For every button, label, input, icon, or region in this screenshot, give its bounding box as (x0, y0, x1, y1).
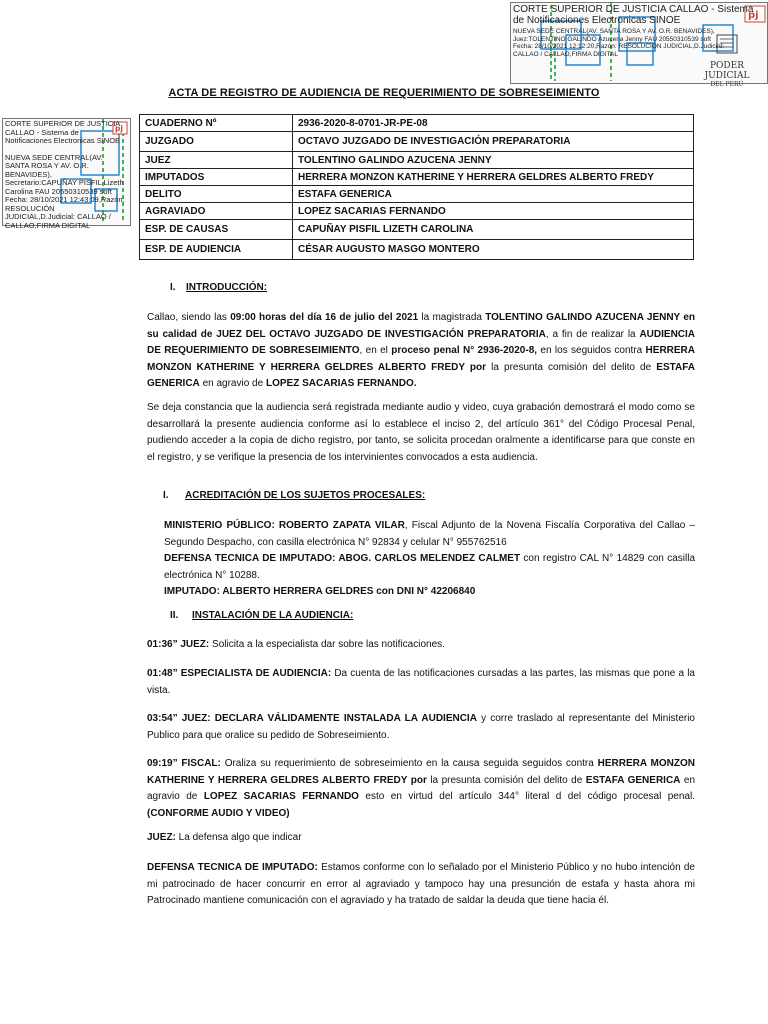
logo-name: PODER JUDICIAL (704, 61, 750, 81)
text-run-bold: 09:00 horas del día 16 de julio del 2021 (230, 312, 419, 323)
text-run: en los seguidos contra (537, 345, 646, 357)
field-label: JUZGADO (140, 132, 293, 152)
table-row (140, 152, 694, 169)
field-value: ESTAFA GENERICA (293, 186, 694, 203)
stamp-top-line2: de Notificaciones Electronicas SINOE (513, 15, 681, 26)
text-run: Oraliza su requerimiento de sobreseimiento en la causa seguida seguidos contra (220, 758, 598, 769)
stamp-left-line: BENAVIDES), (5, 169, 52, 179)
stamp-left-line: Notificaciones Electronicas SINOE (5, 136, 121, 145)
text-run-bold: JUEZ: (147, 832, 176, 843)
text-run-bold: 01:36” JUEZ: (147, 639, 210, 650)
text-run: , a fin de realizar la (545, 328, 640, 340)
svg-text:pj: pj (115, 124, 123, 133)
text-run: la presunta comisión del delito de (486, 361, 657, 373)
digital-signature-stamp-judge (510, 2, 768, 88)
text-run: con registro CAL N° 14829 con casilla electrónica N° 10288. (164, 553, 696, 581)
stamp-left-line: NUEVA SEDE CENTRAL(AV. (5, 152, 103, 162)
stamp-left-line: JUDICIAL,D.Judicial: CALLAO / (5, 212, 111, 221)
text-run-bold: DEFENSA TECNICA DE IMPUTADO: ABOG. CARLOS MELENDEZ CALMET (164, 553, 521, 565)
text-run: y corre traslado al representante del Ministerio Publico para que oralice su pedido de Sobreseimiento. (147, 713, 695, 741)
text-run: , en el (359, 345, 392, 357)
table-row (140, 115, 694, 132)
text-run: la presunta comisión del delito de (426, 774, 586, 786)
stamp-top-detail: CALLAO / CALLAO,FIRMA DIGITAL (513, 50, 618, 58)
text-run-bold: HERRERA MONZON KATHERINE Y HERRERA GELDRES ALBERTO FREDY por (147, 758, 695, 786)
text-run: , Fiscal Adjunto de la Novena Fiscalía Corporativa del Callao – Segundo Despacho, con casilla electrónica N° 92834 y celular N° 955762516 (164, 520, 695, 548)
case-info-table (139, 114, 694, 260)
stamp-left-line: CORTE SUPERIOR DE JUSTICIA (5, 119, 121, 128)
text-run: Callao, siendo las (147, 312, 231, 323)
text-run-bold: 01:48” ESPECIALISTA DE AUDIENCIA: (147, 668, 332, 679)
field-label: CUADERNO Nº (140, 115, 293, 132)
section-number: II. (170, 610, 179, 621)
entry-fiscal (147, 756, 695, 822)
stamp-left-line: CALLAO,FIRMA DIGITAL (5, 220, 91, 230)
recording-notice-paragraph: Se deja constancia que la audiencia será registrada mediante audio y video, cuya grabación demostrará el modo como se desarrollará la presente audiencia conforme así lo establece el inciso 2, del artículo 361° del Código Procesal Penal, pudiendo acceder a la copia de dicho registro, por tanto, se solicita procedan oralmente a identificarse para que conste en el registro, y se verifique la presencia de los intervinientes convocados a esta audiencia. (147, 402, 695, 463)
field-value: TOLENTINO GALINDO AZUCENA JENNY (293, 152, 694, 169)
stamp-left-line: Secretario:CAPUÑAY PISFIL Lizeth (5, 178, 124, 187)
field-value: HERRERA MONZON KATHERINE Y HERRERA GELDRES ALBERTO FREDY (293, 169, 694, 186)
stamp-top-detail: Juez:TOLENTINO GALINDO Azucena Jenny FAU 20550310539 soft (513, 35, 711, 43)
text-run-bold: HERRERA MONZON KATHERINE Y HERRERA GELDRES ALBERTO FREDY por (147, 345, 695, 373)
entry-defensa (147, 860, 695, 910)
introduction-paragraph (147, 310, 695, 393)
field-label: AGRAVIADO (140, 203, 293, 220)
stamp-top-detail: Fecha: 28/10/2021 12:12:20,Razón: RESOLUCIÓN JUDICIAL,D.Judicial: (513, 43, 724, 50)
text-run: La defensa algo que indicar (175, 832, 302, 843)
stamp-left-line: CALLAO - Sistema de (5, 127, 79, 137)
field-label: IMPUTADOS (140, 169, 293, 186)
field-value: OCTAVO JUZGADO DE INVESTIGACIÓN PREPARATORIA (293, 132, 694, 152)
party-defense (164, 551, 695, 584)
text-run: en agravio de (199, 378, 266, 390)
field-label: JUEZ (140, 152, 293, 169)
text-run-bold: LOPEZ SACARIAS FERNANDO (203, 791, 359, 803)
digital-signature-stamp-secretary (2, 118, 131, 230)
text-run: Estamos conforme con lo señalado por el Ministerio Público y no hubo intención de mi patrocinado de hacer concurrir en error al agraviado y tampoco hay una presunción de estafa y hasta ahora mi Patrocinado mantiene comunicación con el agraviado y ha tratado de saldar la deuda que tiene hacia él. (147, 862, 695, 907)
text-run-bold: 09:19” FISCAL: (147, 758, 221, 769)
field-value: 2936-2020-8-0701-JR-PE-08 (293, 115, 694, 132)
field-value: CÉSAR AUGUSTO MASGO MONTERO (293, 240, 694, 260)
text-run-bold: ESTAFA GENERICA (147, 361, 695, 390)
table-row (140, 169, 694, 186)
section-number: I. (163, 490, 169, 501)
section-title: INSTALACIÓN DE LA AUDIENCIA: (192, 610, 354, 621)
section-heading-acreditacion (163, 490, 425, 501)
text-run-bold: LOPEZ SACARIAS FERNANDO. (265, 378, 417, 390)
party-accused (164, 584, 695, 601)
section-title: INTRODUCCIÓN: (186, 282, 268, 293)
table-row (140, 186, 694, 203)
section-heading-introduccion (170, 282, 267, 293)
stamp-left-line: SANTA ROSA Y AV. O.R. (5, 161, 89, 170)
text-run-bold: (CONFORME AUDIO Y VIDEO) (147, 807, 290, 819)
stamp-top-line1: CORTE SUPERIOR DE JUSTICIA CALLAO - Sistema (513, 4, 754, 15)
field-label: ESP. DE AUDIENCIA (140, 240, 293, 260)
field-value: LOPEZ SACARIAS FERNANDO (293, 203, 694, 220)
document-title: ACTA DE REGISTRO DE AUDIENCIA DE REQUERIMIENTO DE SOBRESEIMIENTO (168, 87, 600, 99)
text-run-bold: AUDIENCIA DE REQUERIMIENTO DE SOBRESEIMIENTO (147, 328, 696, 357)
text-run: la magistrada (418, 312, 486, 323)
text-run-bold: TOLENTINO GALINDO AZUCENA JENNY en su calidad de JUEZ DEL OCTAVO JUZGADO DE INVESTIGACIÓN PREPARATORIA (147, 312, 695, 340)
entry-juez-1 (147, 637, 695, 654)
table-row (140, 203, 694, 220)
stamp-left-line: RESOLUCIÓN (5, 203, 55, 213)
entry-juez-2 (147, 711, 695, 744)
table-row (140, 132, 694, 152)
party-fiscal (164, 518, 695, 551)
section-title: ACREDITACIÓN DE LOS SUJETOS PROCESALES: (185, 490, 426, 501)
parties-block (164, 518, 695, 601)
entry-juez-3 (147, 830, 695, 847)
text-run-bold: MINISTERIO PÚBLICO: ROBERTO ZAPATA VILAR (164, 520, 405, 531)
stamp-left-line: Fecha: 28/10/2021 12:43:09,Razón: (5, 195, 125, 204)
text-run-bold: IMPUTADO: ALBERTO HERRERA GELDRES con DNI N° 42206840 (164, 586, 476, 598)
stamp-top-detail: NUEVA SEDE CENTRAL(AV. SANTA ROSA Y AV. O.R. BENAVIDES), (513, 28, 715, 35)
table-row (140, 220, 694, 240)
text-run-bold: 03:54” JUEZ: DECLARA VÁLIDAMENTE INSTALADA LA AUDIENCIA (147, 713, 477, 724)
logo-subname: DEL PERÚ (710, 81, 744, 88)
field-value: CAPUÑAY PISFIL LIZETH CAROLINA (293, 220, 694, 240)
text-run-bold: proceso penal N° 2936-2020-8, (391, 345, 538, 357)
text-run: Da cuenta de las notificaciones cursadas a las partes, las mismas que pone a la vista. (147, 668, 695, 696)
stamp-left-line: Carolina FAU 20550310539 soft (5, 186, 112, 196)
text-run: esto en virtud del artículo 344° literal d del código procesal penal. (358, 791, 695, 803)
section-number: I. (170, 282, 176, 293)
text-run: en agravio de (147, 774, 695, 803)
field-label: ESP. DE CAUSAS (140, 220, 293, 240)
text-run-bold: ESTAFA GENERICA (585, 774, 681, 786)
entry-especialista (147, 666, 695, 699)
field-label: DELITO (140, 186, 293, 203)
table-row (140, 240, 694, 260)
section-heading-instalacion (170, 610, 353, 621)
svg-text:pj: pj (748, 10, 759, 21)
text-run-bold: DEFENSA TECNICA DE IMPUTADO: (147, 862, 318, 873)
text-run: Solicita a la especialista dar sobre las notificaciones. (209, 639, 445, 650)
